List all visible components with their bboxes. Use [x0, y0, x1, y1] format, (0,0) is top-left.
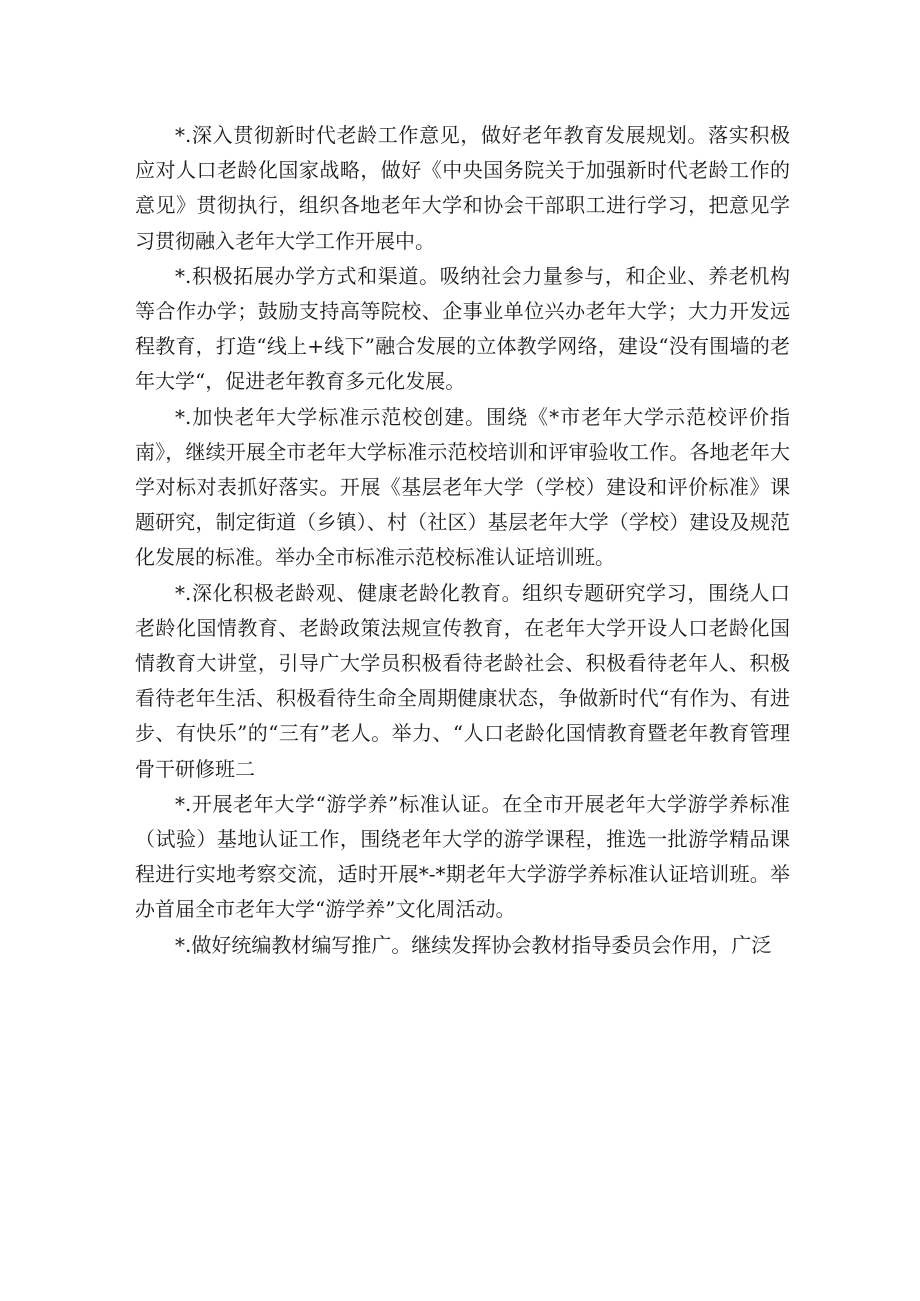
paragraph-5: *.开展老年大学“游学养”标准认证。在全市开展老年大学游学养标准（试验）基地认证工作，围绕老年大学的游学课程，推选一批游学精品课程进行实地考察交流，适时开展*-*期老年大学游学养标准认证培训班。举办首届全市老年大学“游学养”文化周活动。 [135, 791, 790, 922]
paragraph-6: *.做好统编教材编写推广。继续发挥协会教材指导委员会作用，广泛 [175, 932, 772, 957]
document-body [135, 118, 790, 963]
paragraph-2: *.积极拓展办学方式和渠道。吸纳社会力量参与，和企业、养老机构等合作办学；鼓励支持高等院校、企事业单位兴办老年大学；大力开发远程教育，打造“线上+线下”融合发展的立体教学网络，建设“没有围墙的老年大学“，促进老年教育多元化发展。 [135, 263, 790, 394]
paragraph-3: *.加快老年大学标准示范校创建。围绕《*市老年大学示范校评价指南》，继续开展全市老年大学标准示范校培训和评审验收工作。各地老年大学对标对表抓好落实。开展《基层老年大学（学校）建设和评价标准》课题研究，制定街道（乡镇）、村（社区）基层老年大学（学校）建设及规范化发展的标准。举办全市标准示范校标准认证培训班。 [135, 404, 790, 570]
paragraph-4: *.深化积极老龄观、健康老龄化教育。组织专题研究学习，围绕人口老龄化国情教育、老龄政策法规宣传教育，在老年大学开设人口老龄化国情教育大讲堂，引导广大学员积极看待老龄社会、积极看待老年人、积极看待老年生活、积极看待生命全周期健康状态，争做新时代“有作为、有进步、有快乐”的“三有”老人。举力、“人口老龄化国情教育暨老年教育管理骨干研修班二 [135, 580, 790, 781]
paragraph-1: *.深入贯彻新时代老龄工作意见，做好老年教育发展规划。落实积极应对人口老龄化国家战略，做好《中央国务院关于加强新时代老龄工作的意见》贯彻执行，组织各地老年大学和协会干部职工进行学习，把意见学习贯彻融入老年大学工作开展中。 [135, 123, 790, 253]
